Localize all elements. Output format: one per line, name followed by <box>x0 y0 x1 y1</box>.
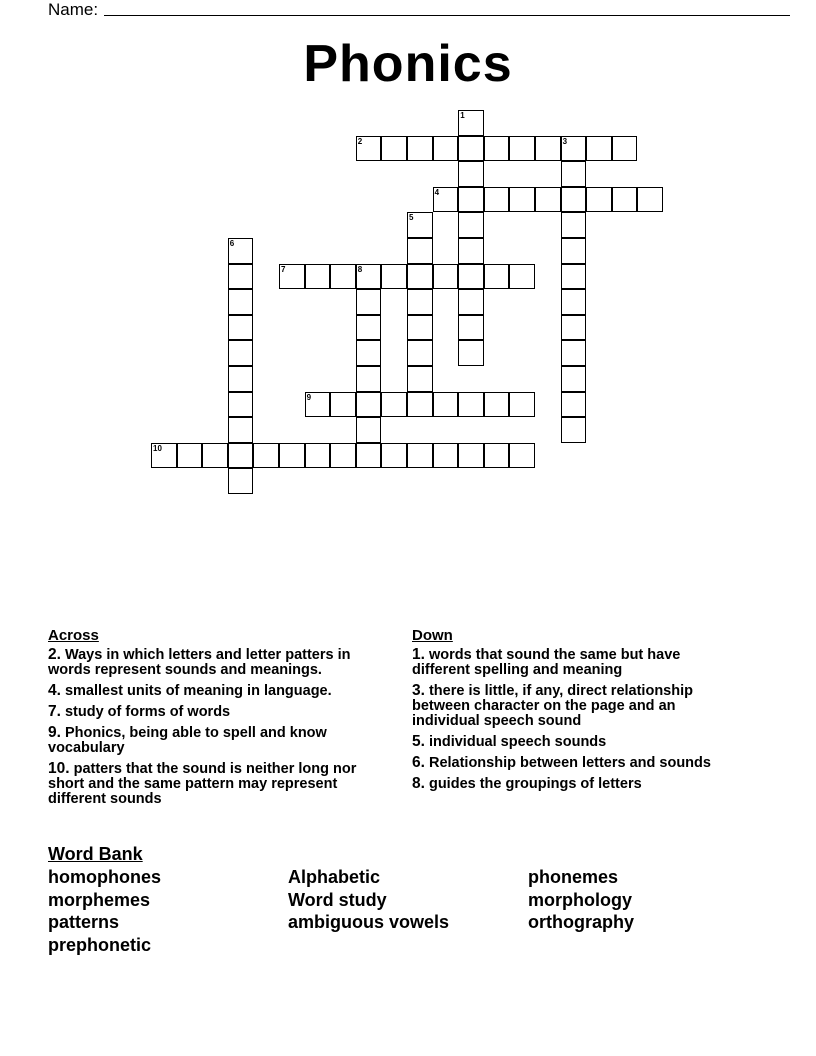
across-heading: Across <box>48 627 99 644</box>
down-clue <box>412 734 742 750</box>
clue-number: 10 <box>153 443 162 453</box>
crossword-cell[interactable] <box>356 136 382 162</box>
name-label: Name: <box>48 0 99 19</box>
clue-text: Ways in which letters and letter patters in words represent sounds and meanings. <box>48 647 351 678</box>
crossword-cell[interactable] <box>509 264 535 290</box>
clue-number: 8. <box>412 775 425 792</box>
clue-number: 5. <box>412 733 425 750</box>
crossword-cell[interactable] <box>561 315 587 341</box>
word-bank-item: patterns <box>48 912 120 933</box>
crossword-cell[interactable] <box>279 264 305 290</box>
crossword-cell[interactable] <box>407 366 433 392</box>
down-clues <box>412 628 742 797</box>
crossword-cell[interactable] <box>433 392 459 418</box>
crossword-cell[interactable] <box>407 315 433 341</box>
crossword-cell[interactable] <box>330 443 356 469</box>
across-clue <box>48 704 393 720</box>
crossword-cell[interactable] <box>356 417 382 443</box>
crossword-cell[interactable] <box>356 443 382 469</box>
crossword-cell[interactable] <box>407 264 433 290</box>
crossword-cell[interactable] <box>586 136 612 162</box>
crossword-cell[interactable] <box>561 417 587 443</box>
crossword-cell[interactable] <box>305 443 331 469</box>
crossword-cell[interactable] <box>458 392 484 418</box>
crossword-cell[interactable] <box>561 161 587 187</box>
word-bank-item: Word study <box>288 889 387 910</box>
word-bank-item: prephonetic <box>48 934 152 955</box>
crossword-cell[interactable] <box>458 264 484 290</box>
crossword-cell[interactable] <box>228 468 254 494</box>
clue-number: 4 <box>434 187 440 197</box>
crossword-cell[interactable] <box>228 392 254 418</box>
crossword-cell[interactable] <box>458 315 484 341</box>
down-clue <box>412 755 742 771</box>
clue-text: guides the groupings of letters <box>424 776 642 792</box>
crossword-cell[interactable] <box>458 340 484 366</box>
crossword-cell[interactable] <box>253 443 279 469</box>
clue-text: Phonics, being able to spell and know vocabulary <box>48 725 327 756</box>
crossword-cell[interactable] <box>433 443 459 469</box>
crossword-cell[interactable] <box>279 443 305 469</box>
crossword-cell[interactable] <box>381 136 407 162</box>
crossword-cell[interactable] <box>407 392 433 418</box>
word-bank-title: Word Bank <box>48 844 143 864</box>
crossword-cell[interactable] <box>561 212 587 238</box>
crossword-cell[interactable] <box>228 443 254 469</box>
across-clues <box>48 628 393 812</box>
clue-text: patters that the sound is neither long nor short and the same pattern may represent different sounds <box>48 761 357 807</box>
clue-text: study of forms of words <box>60 704 231 720</box>
clue-number: 2. <box>48 646 61 663</box>
down-clue-list <box>412 647 742 792</box>
down-clue <box>412 647 742 678</box>
crossword-cell[interactable] <box>381 264 407 290</box>
word-bank-item: morphemes <box>48 889 151 910</box>
crossword-cell[interactable] <box>484 136 510 162</box>
crossword-cell[interactable] <box>228 315 254 341</box>
clue-number: 8 <box>357 264 363 274</box>
word-bank-item: Alphabetic <box>288 867 381 887</box>
crossword-cell[interactable] <box>330 392 356 418</box>
clue-number: 10. <box>48 760 70 777</box>
crossword-cell[interactable] <box>637 187 663 213</box>
clue-text: there is little, if any, direct relationship between character on the page and an individual speech sound <box>412 683 693 729</box>
clue-number: 9 <box>306 392 312 402</box>
clue-number: 6 <box>229 239 235 248</box>
crossword-cell[interactable] <box>381 392 407 418</box>
across-clue <box>48 647 393 678</box>
crossword-cell[interactable] <box>228 238 254 264</box>
across-clue <box>48 683 393 699</box>
word-bank-item: phonemes <box>528 867 619 887</box>
clue-number: 9. <box>48 724 61 741</box>
clue-text: words that sound the same but have different spelling and meaning <box>412 647 681 678</box>
crossword-cell[interactable] <box>151 443 177 469</box>
crossword-cell[interactable] <box>407 136 433 162</box>
crossword-cell[interactable] <box>458 212 484 238</box>
crossword-cell[interactable] <box>509 443 535 469</box>
word-bank-item: orthography <box>528 912 634 933</box>
crossword-cell[interactable] <box>586 187 612 213</box>
crossword-cell[interactable] <box>433 187 459 213</box>
crossword-cell[interactable] <box>228 340 254 366</box>
clue-number: 7 <box>281 264 286 274</box>
crossword-cell[interactable] <box>177 443 203 469</box>
clue-number: 3. <box>412 682 425 699</box>
crossword-cell[interactable] <box>484 187 510 213</box>
crossword-cell[interactable] <box>330 264 356 290</box>
clue-number: 6. <box>412 754 425 771</box>
crossword-cell[interactable] <box>535 136 561 162</box>
crossword-cell[interactable] <box>458 161 484 187</box>
word-bank <box>48 866 768 956</box>
clue-number: 5 <box>409 213 414 223</box>
crossword-cell[interactable] <box>407 340 433 366</box>
page-title: Phonics <box>303 35 513 93</box>
crossword-cell[interactable] <box>356 315 382 341</box>
crossword-cell[interactable] <box>433 264 459 290</box>
crossword-cell[interactable] <box>381 443 407 469</box>
clue-number: 1 <box>460 111 465 120</box>
crossword-cell[interactable] <box>458 238 484 264</box>
clue-text: smallest units of meaning in language. <box>60 683 332 699</box>
crossword-cell[interactable] <box>305 264 331 290</box>
crossword-cell[interactable] <box>535 187 561 213</box>
crossword-cell[interactable] <box>305 392 331 418</box>
crossword-cell[interactable] <box>228 264 254 290</box>
crossword-cell[interactable] <box>356 264 382 290</box>
crossword-cell[interactable] <box>509 187 535 213</box>
down-clue <box>412 683 742 729</box>
clue-number: 1. <box>412 646 425 663</box>
crossword-cell[interactable] <box>433 136 459 162</box>
crossword-cell[interactable] <box>458 443 484 469</box>
clue-text: Relationship between letters and sounds <box>424 755 711 771</box>
crossword-cell[interactable] <box>509 136 535 162</box>
word-bank-item: ambiguous vowels <box>288 912 450 933</box>
crossword-cell[interactable] <box>561 340 587 366</box>
crossword-cell[interactable] <box>407 238 433 264</box>
crossword-cell[interactable] <box>561 264 587 290</box>
across-clue <box>48 761 393 807</box>
crossword-cell[interactable] <box>509 392 535 418</box>
across-clue-list <box>48 647 393 807</box>
clue-number: 2 <box>357 136 363 146</box>
clue-number: 3 <box>562 136 568 146</box>
down-heading: Down <box>412 627 453 644</box>
crossword-cell[interactable] <box>458 289 484 315</box>
crossword-cell[interactable] <box>561 392 587 418</box>
crossword-cell[interactable] <box>561 366 587 392</box>
crossword-cell[interactable] <box>561 289 587 315</box>
crossword-cell[interactable] <box>612 187 638 213</box>
crossword-cell[interactable] <box>202 443 228 469</box>
crossword-grid <box>0 0 816 520</box>
crossword-cell[interactable] <box>561 136 587 162</box>
crossword-cell[interactable] <box>484 392 510 418</box>
crossword-cell[interactable] <box>458 187 484 213</box>
crossword-cell[interactable] <box>407 443 433 469</box>
crossword-cell[interactable] <box>228 366 254 392</box>
clue-number: 7. <box>48 703 61 720</box>
crossword-cell[interactable] <box>458 136 484 162</box>
word-bank-item: morphology <box>528 889 632 910</box>
word-bank-item: homophones <box>48 867 161 887</box>
across-clue <box>48 725 393 756</box>
clue-text: individual speech sounds <box>424 734 607 750</box>
crossword-cell[interactable] <box>356 392 382 418</box>
crossword-cell[interactable] <box>561 187 587 213</box>
crossword-cell[interactable] <box>356 366 382 392</box>
crossword-cell[interactable] <box>407 289 433 315</box>
down-clue <box>412 776 742 792</box>
crossword-cell[interactable] <box>484 264 510 290</box>
crossword-cell[interactable] <box>228 417 254 443</box>
crossword-cell[interactable] <box>484 443 510 469</box>
crossword-cell[interactable] <box>356 340 382 366</box>
crossword-cell[interactable] <box>228 289 254 315</box>
clue-number: 4. <box>48 682 61 699</box>
crossword-cell[interactable] <box>356 289 382 315</box>
crossword-cell[interactable] <box>407 212 433 238</box>
crossword-cell[interactable] <box>458 110 484 136</box>
crossword-cell[interactable] <box>612 136 638 162</box>
crossword-cell[interactable] <box>561 238 587 264</box>
